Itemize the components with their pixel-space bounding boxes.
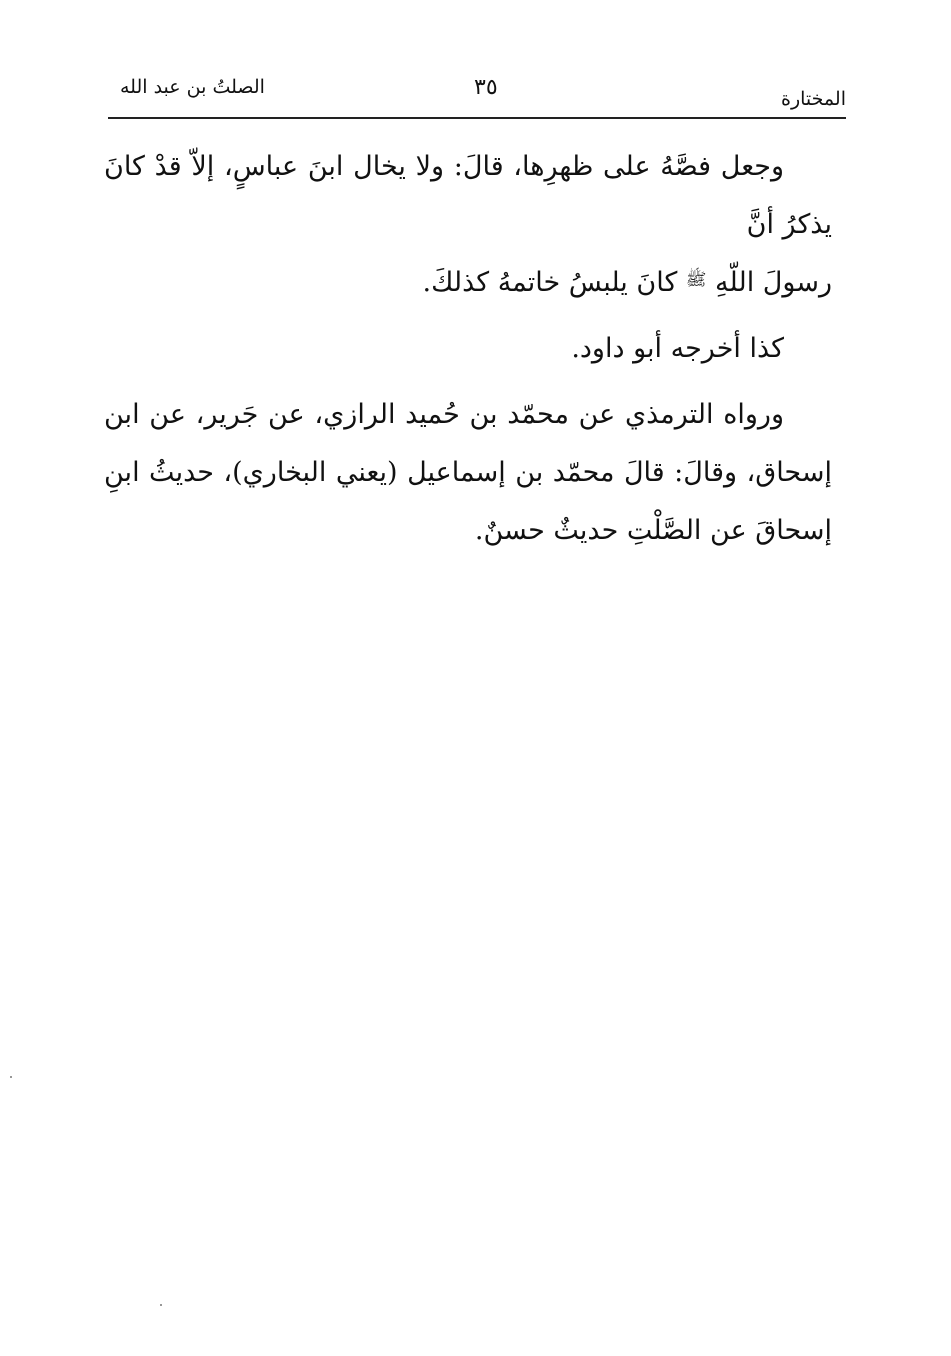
paragraph-1-line-2-end: كانَ يلبسُ خاتمهُ كذلكَ. [422,267,678,298]
scan-speck [160,1304,162,1306]
main-text [104,138,832,560]
scan-speck [10,1076,12,1078]
salutation-symbol: ﷺ [685,270,707,290]
paragraph-2: كذا أخرجه أبو داود. [571,333,784,364]
section-title: الصلتُ بن عبد الله [120,76,265,98]
page-header [108,72,846,112]
page-number: ٣٥ [474,75,498,100]
paragraph-1-line-2-start: رسولَ اللّهِ [715,267,832,298]
book-title: المختارة [781,88,846,110]
paragraph-1 [104,138,832,312]
paragraph-1-line-1: وجعل فصَّهُ على ظهرِها، قالَ: ولا يخال ابنَ عباسٍ، إلاّ قدْ كانَ يذكرُ أنَّ [104,151,832,240]
header-divider [108,117,846,119]
paragraph-3: ورواه الترمذي عن محمّد بن حُميد الرازي، عن جَرير، عن ابن إسحاق، وقالَ: قالَ محمّد بن إسماعيل (يعني البخاري)، حديثُ ابنِ إسحاقَ عن الصَّلْتِ حديثٌ حسنٌ. [104,399,832,546]
